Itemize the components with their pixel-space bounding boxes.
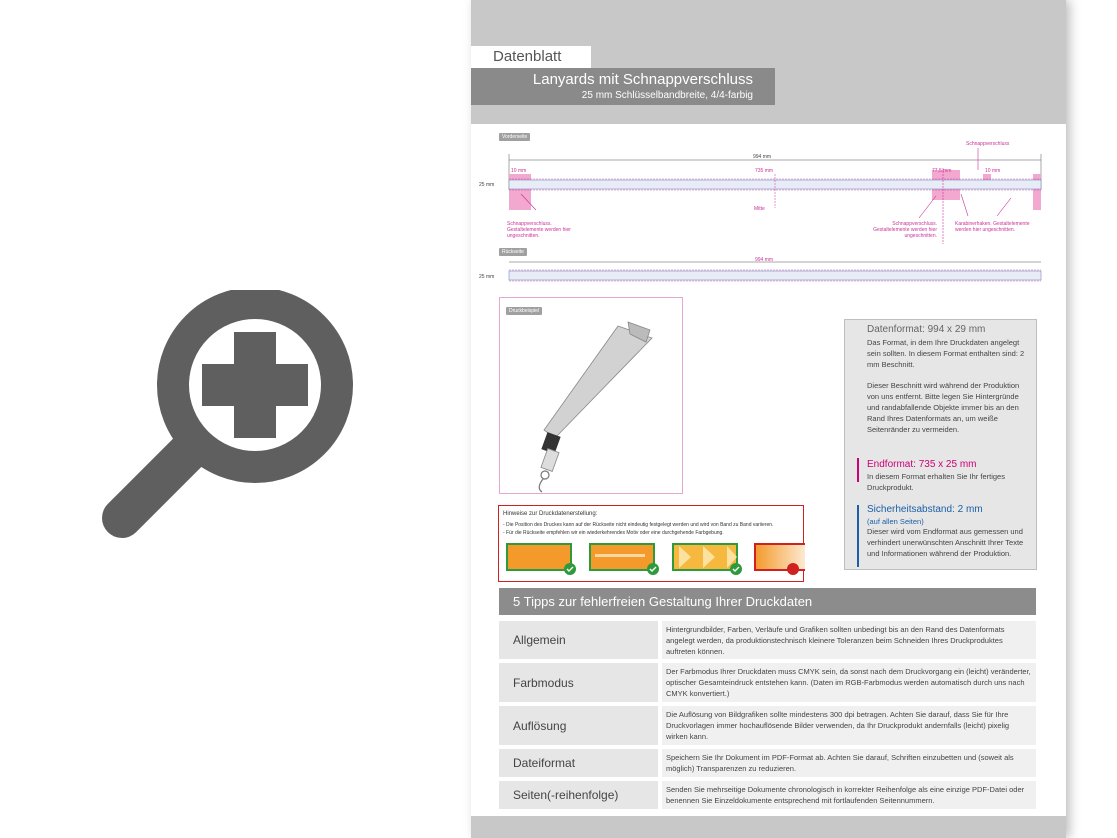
tip-label: Allgemein <box>499 621 658 659</box>
tab-datenblatt: Datenblatt <box>471 46 591 68</box>
format-title: Datenformat: 994 x 29 mm <box>867 324 986 335</box>
dim-mid: 735 mm <box>755 168 774 174</box>
page-subtitle: 25 mm Schlüsselbandbreite, 4/4-farbig <box>581 90 753 101</box>
example-label: Druckbeispiel <box>506 307 542 315</box>
zoom-in-icon[interactable] <box>100 290 360 550</box>
dim-right: 77,5 mm <box>932 168 952 174</box>
back-dim: 994 mm <box>755 257 774 263</box>
dim-right2: 10 mm <box>985 168 1001 174</box>
page-footer-band <box>471 816 1066 838</box>
tips-header: 5 Tipps zur fehlerfreien Gestaltung Ihrer Druckdaten <box>499 588 1036 615</box>
note-right: Karabinerhaken. Gestaltelemente werden hier ungeschnitten. <box>955 221 1030 233</box>
dim-left: 10 mm <box>511 168 527 174</box>
end-format-text: In diesem Format erhalten Sie Ihr fertiges Druckprodukt. <box>867 472 1005 492</box>
print-example-box <box>499 297 683 494</box>
tip-text: Der Farbmodus Ihrer Druckdaten muss CMYK sein, da sonst nach dem Druckvorgang ein (leicht) veränderter, optischer Gesamteindruck entstehen kann. (Daten im RGB-Farbmodus werden automatisch durch uns nach CMYK konvertiert.) <box>662 663 1036 702</box>
safety-text: Dieser wird vom Endformat aus gemessen und verhindert unerwünschten Anschnitt Ihrer Texte und Informationen während der Produktion. <box>867 527 1024 558</box>
tip-text: Hintergrundbilder, Farben, Verläufe und Grafiken sollten unbedingt bis an den Rand des Datenformats angelegt werden, da produktionstechnisch kleinere Toleranzen beim Schneiden Ihres Druckproduktes auftreten können. <box>662 621 1036 659</box>
lanyard-illustration <box>500 298 684 495</box>
tip-text: Speichern Sie Ihr Dokument im PDF-Format ab. Achten Sie darauf, Schriften einzubetten und (soweit als möglich) Transparenzen zu reduzieren. <box>662 749 1036 777</box>
safety-bar <box>857 505 859 567</box>
tip-text: Die Auflösung von Bildgrafiken sollte mindestens 300 dpi betragen. Achten Sie darauf, dass Sie für Ihre Druckvorlagen immer hochauflösende Bilder verwenden, da Ihr Druckprodukt andernfalls (leicht) pixelig wirken kann. <box>662 706 1036 745</box>
note-line-2: - Für die Rückseite empfehlen wir ein wiederkehrendes Motiv oder eine durchgehende Farbgebung. <box>503 530 724 536</box>
tip-label: Farbmodus <box>499 663 658 702</box>
note-line-1: - Die Position des Druckes kann auf der Rückseite nicht eindeutig festgelegt werden und wird von Band zu Band variieren. <box>503 522 774 528</box>
tip-row <box>499 781 1036 809</box>
tip-label: Seiten(-reihenfolge) <box>499 781 658 809</box>
note-left: Schnappverschluss. Gestaltelemente werden hier ungeschnitten. <box>507 221 571 239</box>
tip-row <box>499 749 1036 777</box>
note-mid: Schnappverschluss. Gestaltelemente werden hier ungeschnitten. <box>873 221 937 239</box>
center-label: Mitte <box>754 206 765 212</box>
back-height: 25 mm <box>479 274 495 280</box>
dim-height: 25 mm <box>479 182 495 188</box>
bleed-text: Dieser Beschnitt wird während der Produktion von uns entfernt. Bitte legen Sie Hintergründe und randabfallende Objekte immer bis an den Rand Ihres Datenformats an, um weiße Seitenränder zu vermeiden. <box>867 381 1020 434</box>
end-format-bar <box>857 458 859 482</box>
snap-label-top: Schnappverschluss <box>966 141 1010 147</box>
safety-sub: (auf allen Seiten) <box>867 517 924 526</box>
format-text: Das Format, in dem Ihre Druckdaten angelegt sein sollten. In diesem Format enthalten sind: 2 mm Beschnitt. <box>867 338 1025 369</box>
print-notes-box <box>498 505 804 582</box>
tip-row <box>499 663 1036 702</box>
tip-label: Dateiformat <box>499 749 658 777</box>
notes-swatches <box>499 540 805 582</box>
title-bar <box>471 68 775 105</box>
dim-total: 994 mm <box>753 154 772 160</box>
page-title: Lanyards mit Schnappverschluss <box>532 71 753 88</box>
tip-label: Auflösung <box>499 706 658 745</box>
tip-row <box>499 621 1036 659</box>
notes-title: Hinweise zur Druckdatenerstellung: <box>503 511 598 517</box>
safety-title: Sicherheitsabstand: 2 mm <box>867 504 983 515</box>
front-label: Vorderseite <box>499 133 530 141</box>
end-format-title: Endformat: 735 x 25 mm <box>867 459 977 470</box>
format-info-panel <box>844 319 1037 570</box>
tip-row <box>499 706 1036 745</box>
datasheet-page <box>471 0 1066 838</box>
back-label: Rückseite <box>499 248 527 256</box>
tip-text: Senden Sie mehrseitige Dokumente chronologisch in korrekter Reihenfolge als eine einzige PDF-Datei oder benennen Sie Einzeldokumente entsprechend mit fortlaufenden Seitennummern. <box>662 781 1036 809</box>
